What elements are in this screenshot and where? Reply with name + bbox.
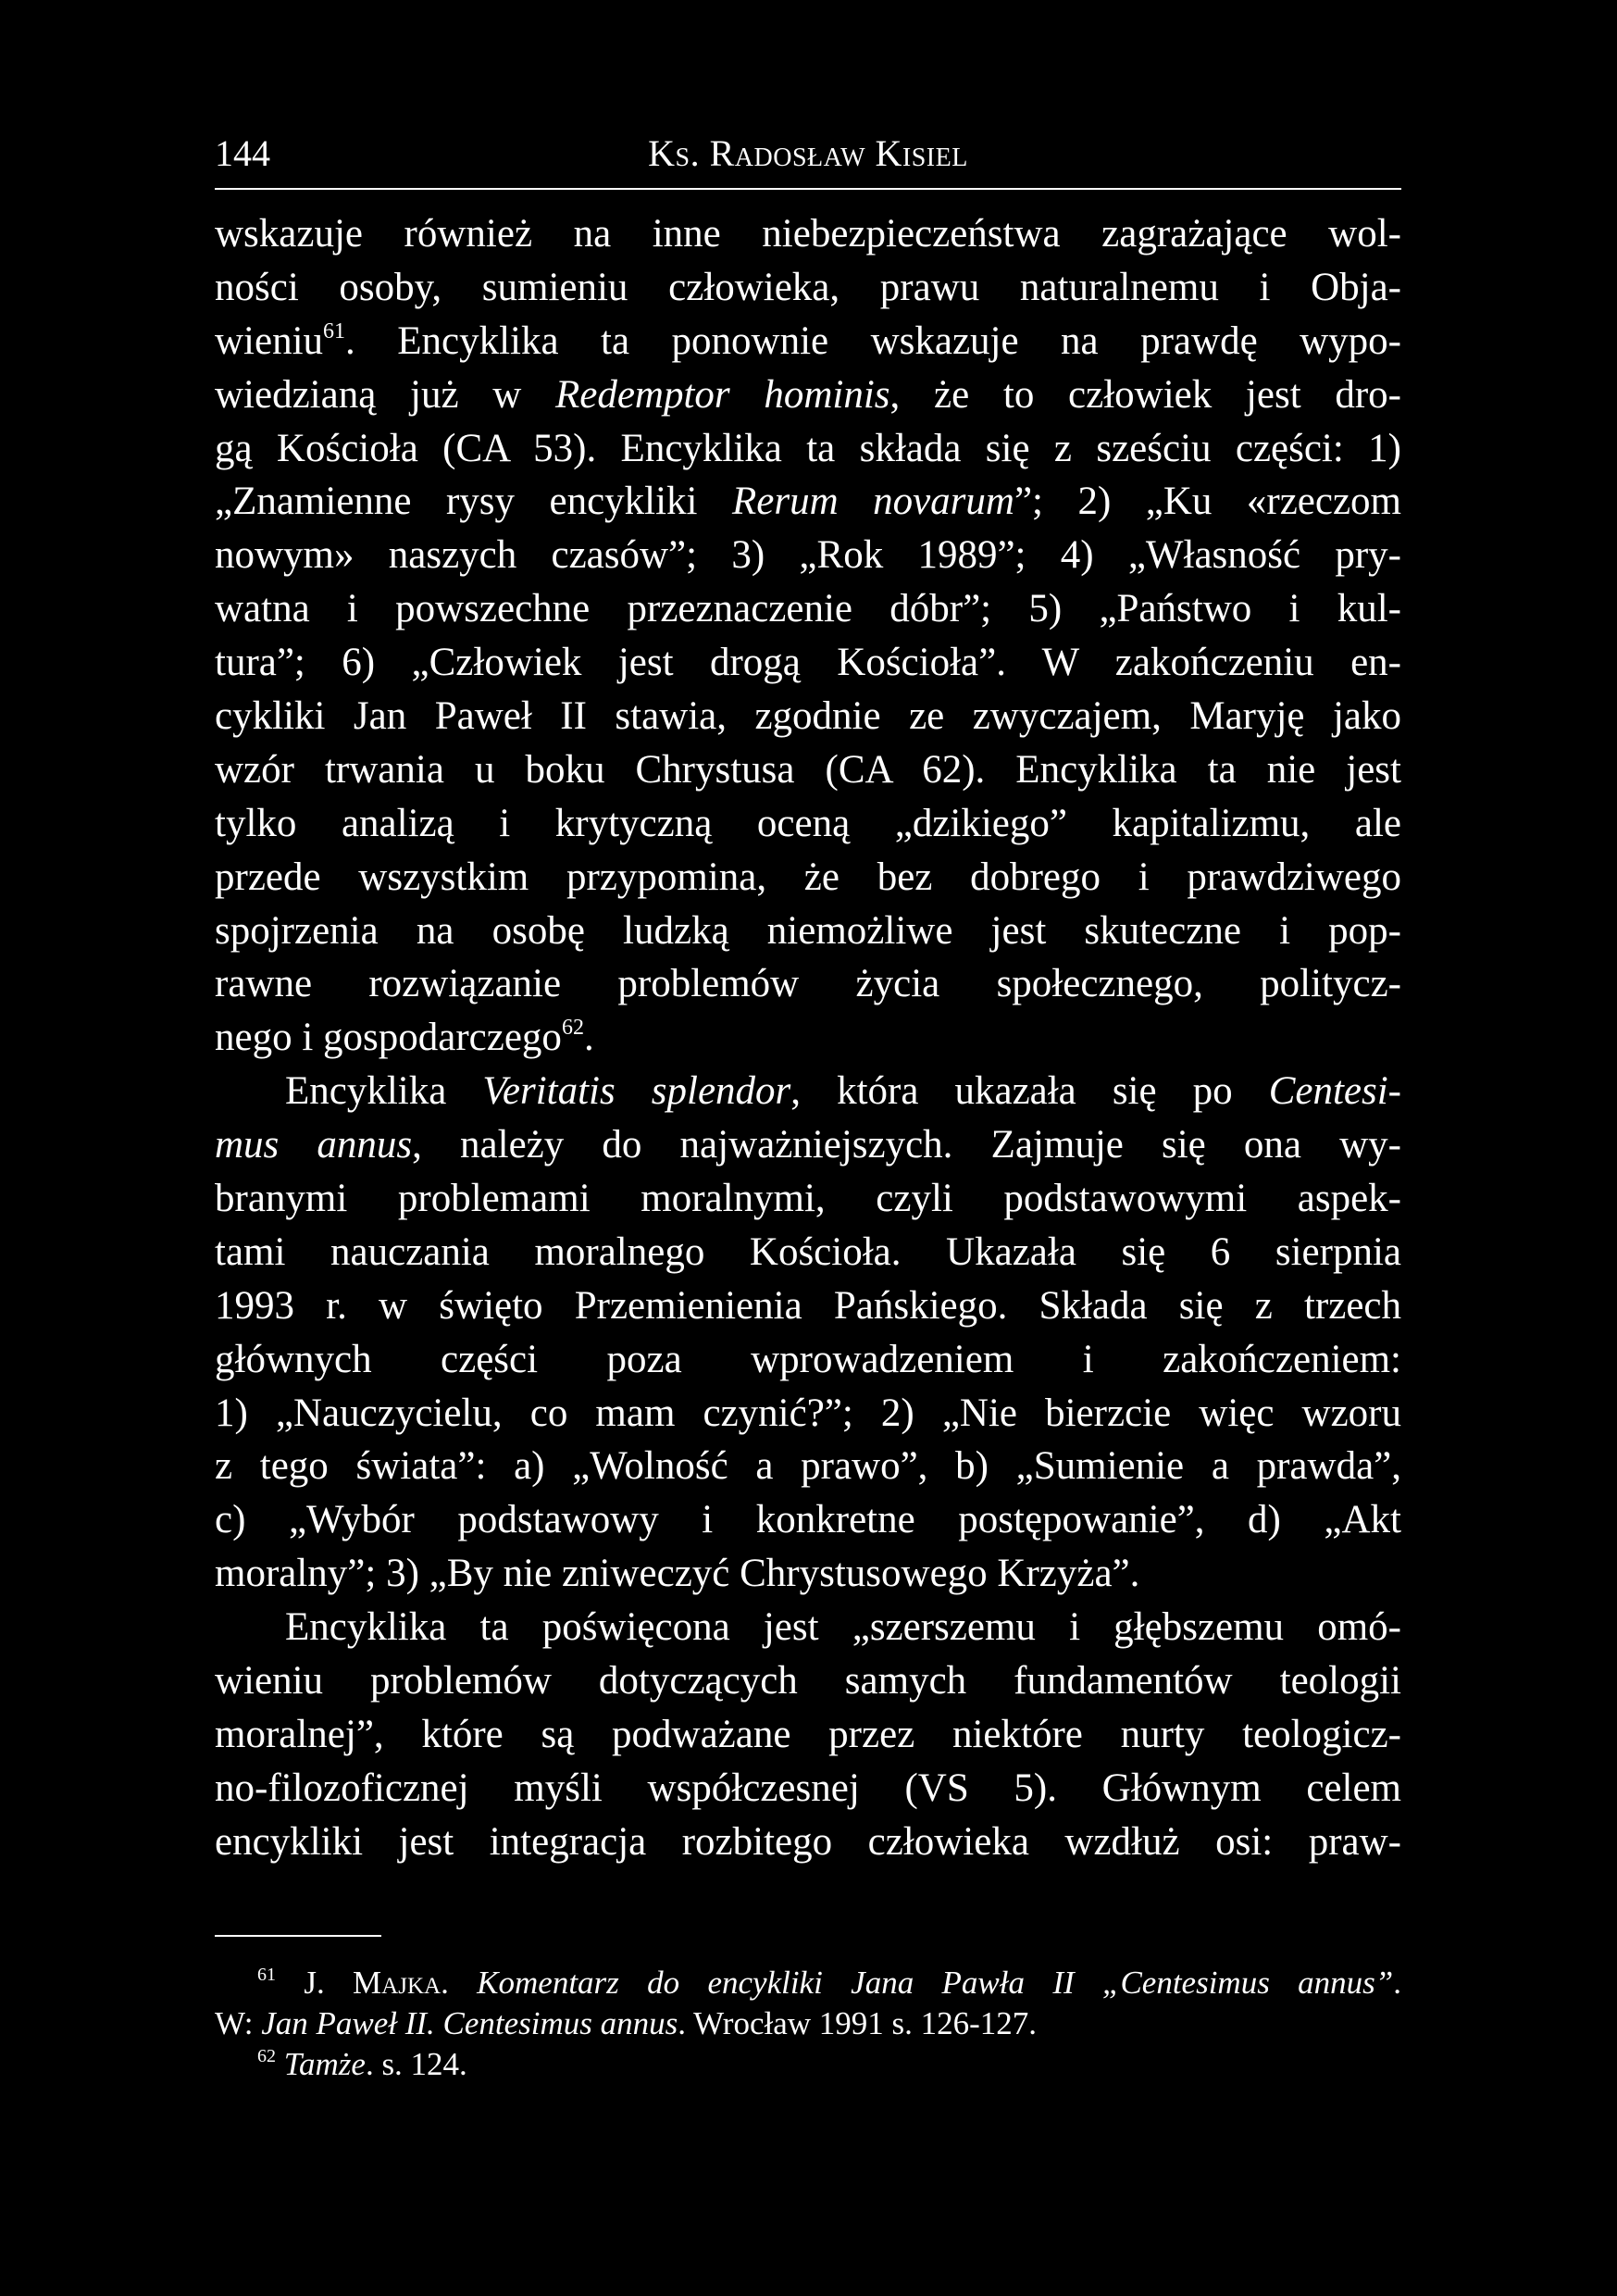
footnote-rule [215,1935,381,1937]
text-line: no-filozoficznej myśli współczesnej (VS 5). Głównym celem [215,1766,1401,1810]
text-line: branymi problemami moralnymi, czyli podstawowymi aspek- [215,1177,1401,1221]
page-number: 144 [215,132,270,174]
text-line: wieniu$^{61}$. Encyklika ta ponownie wskazuje na prawdę wypo- [215,318,1401,363]
footnotes [215,1963,1401,2085]
text-line: z tego świata”: a) „Wolność a prawo”, b) „Sumienie a prawda”, [215,1444,1401,1489]
text-line: encykliki jest integracja rozbitego człowieka wzdłuż osi: praw- [215,1819,1401,1864]
running-head: Ks. Radosław Kisiel [648,132,968,174]
text-line: gą Kościoła (CA 53). Encyklika ta składa się z sześciu części: 1) [215,426,1401,470]
text-line: Encyklika ta poświęcona jest „szerszemu i głębszemu omó- [285,1605,1401,1650]
text-line: c) „Wybór podstawowy i konkretne postępowanie”, d) „Akt [215,1498,1401,1542]
text-line: głównych części poza wprowadzeniem i zakończeniem: [215,1337,1401,1381]
text-line: wieniu problemów dotyczących samych fundamentów teologii [215,1659,1401,1703]
text-line: nowym» naszych czasów”; 3) „Rok 1989”; 4) „Własność pry- [215,533,1401,578]
footnote-ref-61: 61 [323,318,346,343]
text-line: rawne rozwiązanie problemów życia społecznego, politycz- [215,962,1401,1006]
text-line: ności osoby, sumieniu człowieka, prawu naturalnemu i Obja- [215,265,1401,309]
footnote-61: $^{61}$ J. Majka. Komentarz do encykliki Jana Pawła II „Centesimus annus”. [257,1965,1401,2001]
text-line: 1993 r. w święto Przemienienia Pańskiego. Składa się z trzech [215,1283,1401,1328]
text-line: tami nauczania moralnego Kościoła. Ukazała się 6 sierpnia [215,1229,1401,1274]
text-line: tylko analizą i krytyczną oceną „dzikiego” kapitalizmu, ale [215,801,1401,845]
text-line: wskazuje również na inne niebezpieczeństwa zagrażające wol- [215,212,1401,256]
footnote-ref-62: 62 [561,1016,584,1041]
text-line: nego i gospodarczego$^{62}$. [215,1016,594,1060]
text-line: moralny”; 3) „By nie zniweczyć Chrystusowego Krzyża”. [215,1552,1140,1596]
text-line: moralnej”, które są podważane przez niektóre nurty teologicz- [215,1712,1401,1756]
text-line: Encyklika Veritatis splendor, która ukazała się po Centesi- [285,1069,1401,1114]
text-line: 1) „Nauczycielu, co mam czynić?”; 2) „Nie bierzcie więc wzoru [215,1391,1401,1435]
text-line: „Znamienne rysy encykliki Rerum novarum”; 2) „Ku «rzeczom [215,480,1401,524]
main-text [215,207,1401,1869]
footnote-62: $^{62}$ Tamże. s. 124. [257,2046,467,2082]
header-rule [215,188,1401,190]
text-line: przede wszystkim przypomina, że bez dobrego i prawdziwego [215,855,1401,899]
text-line: tura”; 6) „Człowiek jest drogą Kościoła”. W zakończeniu en- [215,641,1401,685]
text-line: spojrzenia na osobę ludzką niemożliwe jest skuteczne i pop- [215,908,1401,953]
text-line: cykliki Jan Paweł II stawia, zgodnie ze zwyczajem, Maryję jako [215,694,1401,739]
text-line: wzór trwania u boku Chrystusa (CA 62). Encyklika ta nie jest [215,747,1401,792]
page-header [215,130,1401,181]
text-line: watna i powszechne przeznaczenie dóbr”; 5) „Państwo i kul- [215,587,1401,631]
text-line: wiedzianą już w Redemptor hominis, że to człowiek jest dro- [215,372,1401,417]
text-line: mus annus, należy do najważniejszych. Zajmuje się ona wy- [215,1123,1401,1167]
footnote-61-cont: W: Jan Paweł II. Centesimus annus. Wrocław 1991 s. 126-127. [215,2005,1038,2041]
